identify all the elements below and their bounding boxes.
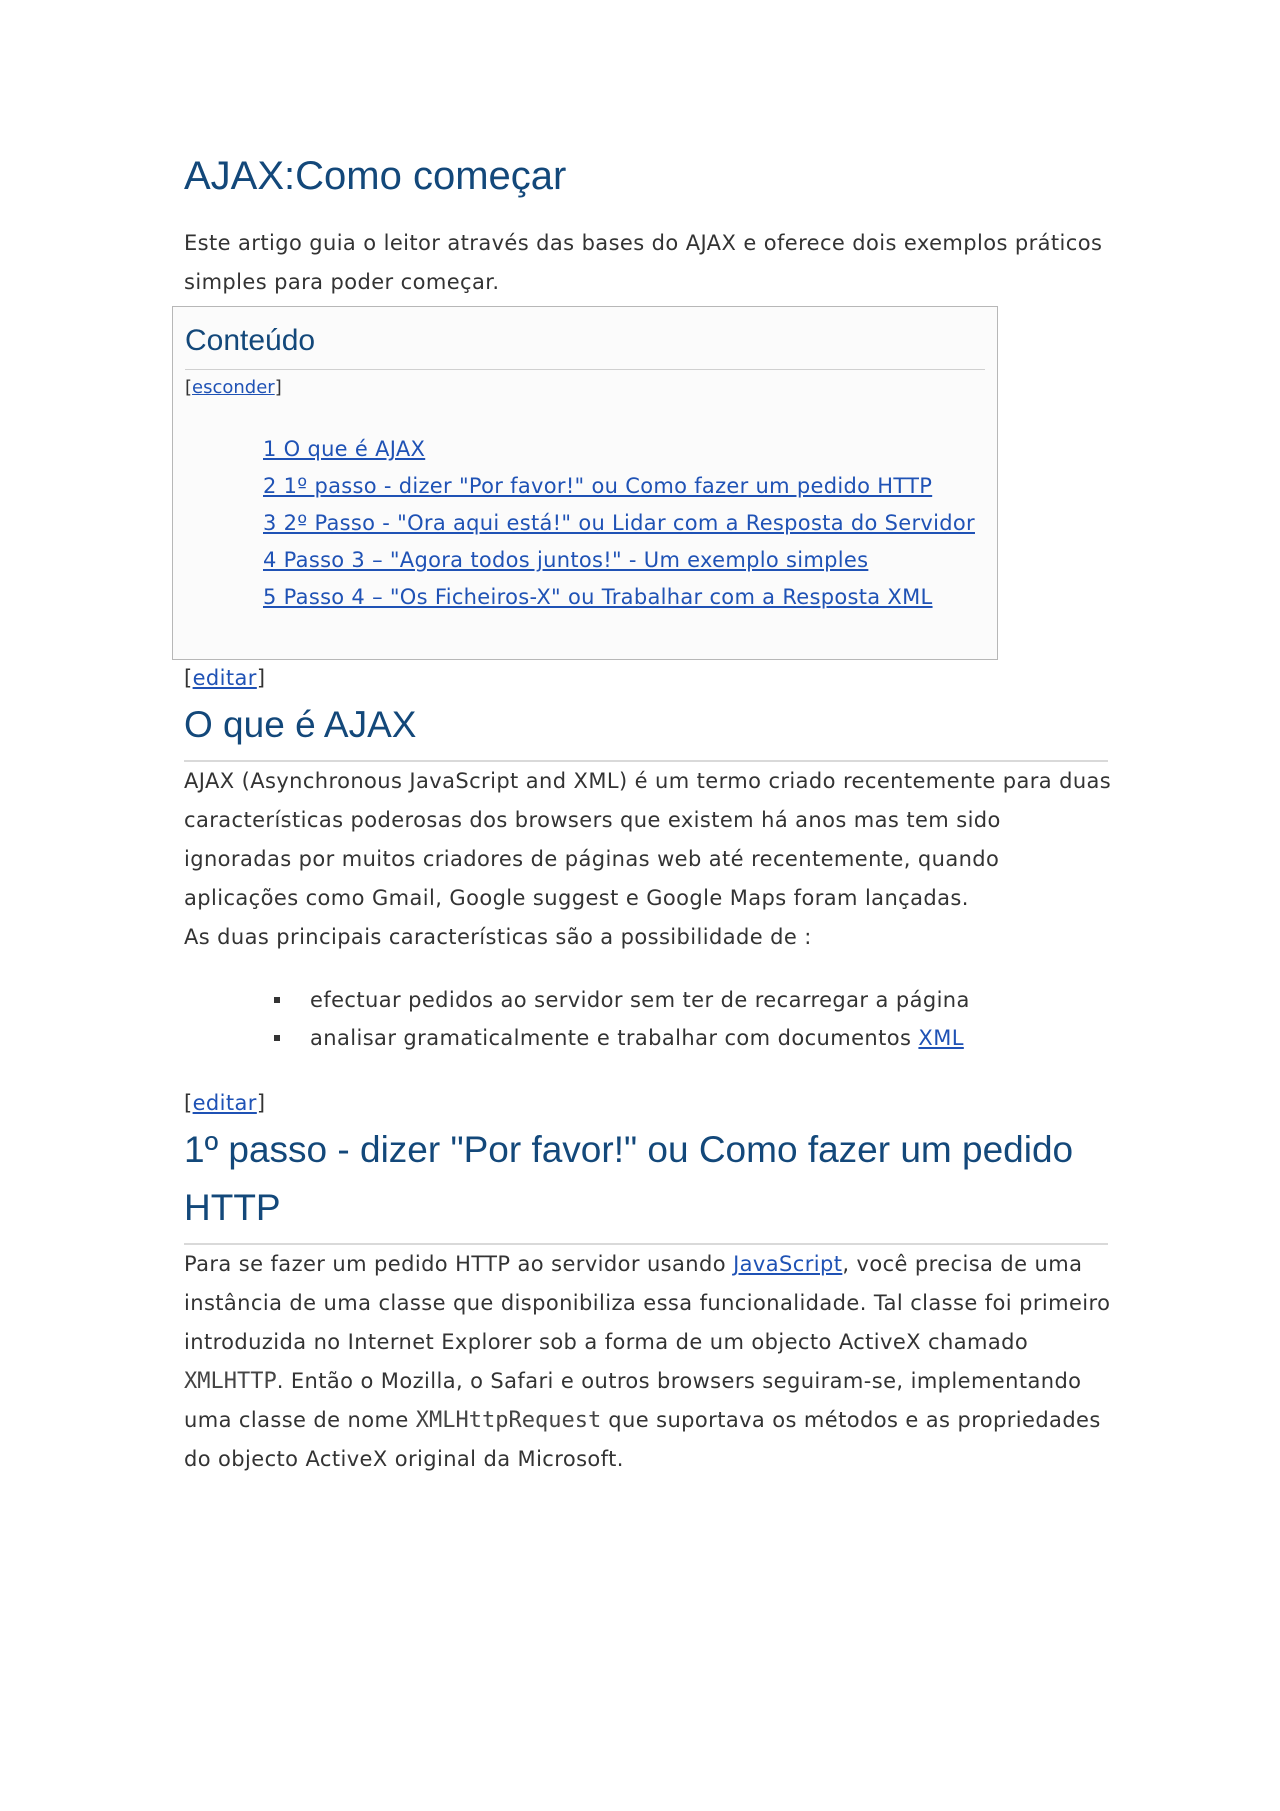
- toc-title: Conteúdo: [185, 324, 316, 357]
- intro-paragraph: Este artigo guia o leitor através das bases do AJAX e oferece dois exemplos práticos simples para poder começar.: [184, 231, 1103, 294]
- list-item: [274, 981, 1112, 1019]
- toc-hide-link[interactable]: esconder: [192, 377, 275, 398]
- toc-link-2[interactable]: 2 1º passo - dizer "Por favor!" ou Como fazer um pedido HTTP: [263, 474, 933, 498]
- toc-link-3[interactable]: 3 2º Passo - "Ora aqui está!" ou Lidar com a Resposta do Servidor: [263, 511, 975, 535]
- features-list: [184, 981, 1112, 1057]
- toc-item: [263, 542, 975, 579]
- section-heading-what-is-ajax: O que é AJAX: [184, 696, 1108, 762]
- toc-link-5[interactable]: 5 Passo 4 – "Os Ficheiros-X" ou Trabalhar com a Resposta XML: [263, 585, 933, 609]
- edit-section-1: [184, 660, 1112, 696]
- article: [184, 140, 1112, 1479]
- section1-paragraph1: AJAX (Asynchronous JavaScript and XML) é um termo criado recentemente para duas características poderosas dos browsers que existem há anos mas tem sido ignoradas por muitos criadores de páginas web até recentemente, quando aplicações como Gmail, Google suggest e Google Maps foram lançadas.: [184, 769, 1112, 910]
- toc-divider: [185, 369, 985, 370]
- edit-section-2: [184, 1085, 1112, 1121]
- edit-close-bracket: ]: [256, 1091, 266, 1115]
- toc-link-1[interactable]: 1 O que é AJAX: [263, 437, 426, 461]
- bullet1-text: efectuar pedidos ao servidor sem ter de recarregar a página: [310, 988, 970, 1012]
- bullet2-text: analisar gramaticalmente e trabalhar com documentos: [310, 1026, 919, 1050]
- table-of-contents: [172, 306, 998, 660]
- toc-item: [263, 579, 975, 616]
- toc-hide-close-bracket: ]: [274, 377, 282, 398]
- section2-text-part3: . Então o Mozilla, o Safari e outros browsers seguiram-se, implementando uma classe de nome: [184, 1369, 1082, 1432]
- toc-list: [263, 431, 975, 616]
- section2-text-part1: Para se fazer um pedido HTTP ao servidor usando: [184, 1252, 734, 1276]
- xml-link[interactable]: XML: [918, 1026, 964, 1050]
- edit-open-bracket: [: [184, 1091, 193, 1115]
- square-bullet-icon: [274, 997, 280, 1003]
- edit-link-2[interactable]: editar: [192, 1091, 257, 1115]
- toc-item: [263, 431, 975, 468]
- code-xmlhttprequest: XMLHttpRequest: [415, 1408, 602, 1433]
- section1-paragraph2: As duas principais características são a possibilidade de :: [184, 925, 812, 949]
- edit-link-1[interactable]: editar: [192, 666, 257, 690]
- square-bullet-icon: [274, 1035, 280, 1041]
- toc-item: [263, 468, 975, 505]
- page-title: AJAX:Como começar: [184, 154, 567, 198]
- edit-open-bracket: [: [184, 666, 193, 690]
- list-item: [274, 1019, 1112, 1057]
- section2-text-part4: que suportava os métodos e as propriedades do objecto ActiveX original da Microsoft.: [184, 1408, 1101, 1471]
- toc-link-4[interactable]: 4 Passo 3 – "Agora todos juntos!" - Um exemplo simples: [263, 548, 869, 572]
- edit-close-bracket: ]: [256, 666, 266, 690]
- section-heading-http-request: 1º passo - dizer "Por favor!" ou Como fazer um pedido HTTP: [184, 1121, 1108, 1245]
- section2-paragraph: [184, 1245, 1112, 1479]
- toc-hide-open-bracket: [: [185, 377, 193, 398]
- code-xmlhttp: XMLHTTP: [184, 1369, 277, 1394]
- toc-hide-toggle: [185, 373, 282, 403]
- javascript-link[interactable]: JavaScript: [733, 1252, 843, 1276]
- toc-item: [263, 505, 975, 542]
- section2-text-part2: , você precisa de uma instância de uma classe que disponibiliza essa funcionalidade. Tal classe foi primeiro introduzida no Internet Explorer sob a forma de um objecto ActiveX chamado: [184, 1252, 1111, 1354]
